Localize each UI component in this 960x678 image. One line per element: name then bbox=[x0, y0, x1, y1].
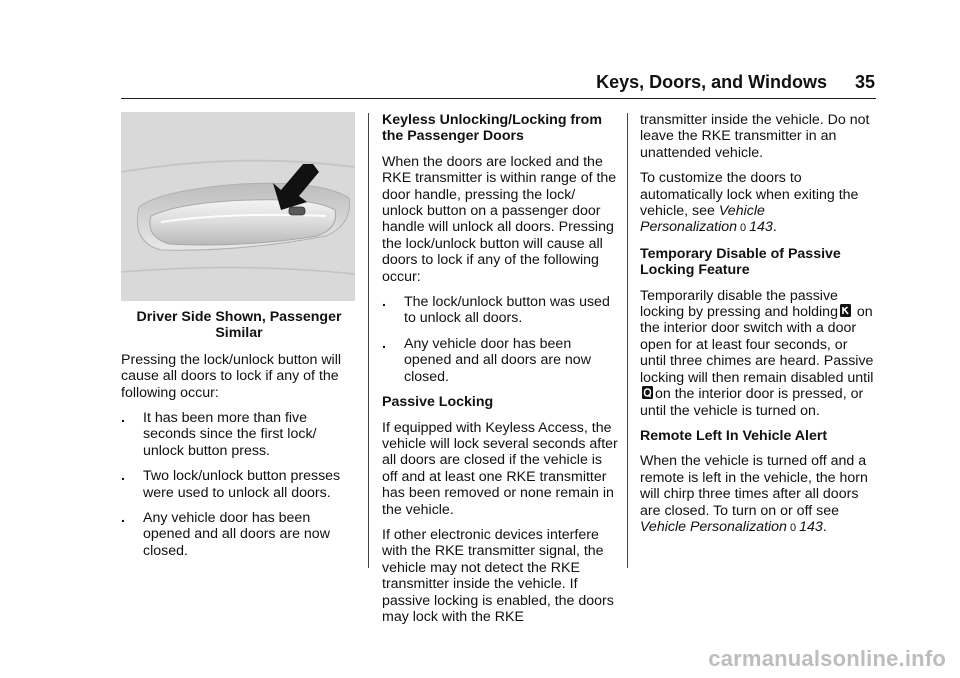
paragraph: To customize the doors to automatically lock when exiting the vehicle, see Vehicle Personalization 0 143. bbox=[640, 170, 859, 236]
column-3 bbox=[640, 112, 876, 545]
caption-line-2: Similar bbox=[215, 325, 263, 342]
paragraph: transmitter inside the vehicle. Do not leave the RKE transmitter in an unattended vehicle. bbox=[640, 112, 870, 161]
lock-key-icon bbox=[642, 386, 653, 399]
section-heading: Temporary Disable of Passive Locking Feature bbox=[640, 245, 841, 279]
bullet-icon: . bbox=[382, 294, 386, 311]
section-heading: Keyless Unlocking/Locking from the Passenger Doors bbox=[382, 112, 602, 145]
door-handle-figure bbox=[121, 112, 355, 301]
bullet-icon: . bbox=[121, 510, 125, 527]
bullet-icon: . bbox=[382, 335, 386, 352]
door-handle-illustration bbox=[121, 112, 355, 301]
column-divider-1 bbox=[368, 113, 369, 568]
reference-arrow-icon: 0 bbox=[789, 521, 797, 534]
list-item: . Any vehicle door has been opened and all doors are now closed. bbox=[382, 335, 591, 385]
bullet-icon: . bbox=[121, 468, 125, 485]
intro-paragraph: Pressing the lock/unlock button will cause all doors to lock if any of the following occur: bbox=[121, 351, 342, 401]
bullet-icon: . bbox=[121, 410, 125, 427]
cross-reference-link[interactable]: Vehicle Personalization bbox=[640, 518, 787, 535]
figure-caption bbox=[121, 309, 357, 342]
paragraph: If equipped with Keyless Access, the vehicle will lock several seconds after all doors are closed if the vehicle is off and at least one RKE transmitter has been removed or none remain in the vehicle. bbox=[382, 419, 618, 518]
unlock-key-icon bbox=[840, 304, 851, 317]
caption-line-1: Driver Side Shown, Passenger bbox=[136, 309, 342, 325]
section-heading: Remote Left In Vehicle Alert bbox=[640, 427, 828, 444]
paragraph: When the vehicle is turned off and a remote is left in the vehicle, the horn will chirp three times after all doors are closed. To turn on or off see Vehicle Personalization 0 143. bbox=[640, 453, 868, 535]
cross-reference-link[interactable]: Vehicle Personalization bbox=[640, 203, 765, 236]
section-heading: Passive Locking bbox=[382, 394, 494, 411]
column-1 bbox=[121, 112, 357, 568]
list-item: . It has been more than five seconds since the first lock/ unlock button press. bbox=[121, 410, 317, 459]
page-reference[interactable]: 143 bbox=[749, 219, 773, 236]
paragraph: If other electronic devices interfere with the RKE transmitter signal, the vehicle may not detect the RKE transmitter inside the vehicle. If passive locking is enabled, the doors may lock with the RKE bbox=[382, 526, 614, 625]
list-item: . Two lock/unlock button presses were used to unlock all doors. bbox=[121, 468, 341, 501]
page-reference[interactable]: 143 bbox=[799, 518, 823, 535]
reference-arrow-icon: 0 bbox=[740, 222, 747, 235]
watermark: carmanualsonline.info bbox=[708, 646, 946, 671]
list-item: . The lock/unlock button was used to unlock all doors. bbox=[382, 294, 610, 327]
column-2 bbox=[382, 112, 618, 634]
header-rule bbox=[121, 98, 876, 99]
page-number: 35 bbox=[854, 72, 875, 92]
list-item: . Any vehicle door has been opened and all doors are now closed. bbox=[121, 510, 330, 559]
paragraph: Temporarily disable the passive locking by pressing and holding on the interior door switch with a door open for at least four seconds, or until three chimes are heard. Passive locking will then remain disabled untilon the interior door is pressed, or until the vehicle is turned on. bbox=[640, 287, 874, 419]
section-title: Keys, Doors, and Windows bbox=[596, 72, 827, 92]
page-header bbox=[596, 72, 875, 93]
column-divider-2 bbox=[627, 113, 628, 568]
paragraph: When the doors are locked and the RKE transmitter is within range of the door handle, pressing the lock/ unlock button on a passenger door handle will unlock all doors. Pressing the lock/unlock button will cause all doors to lock if any of the following occur: bbox=[382, 153, 617, 285]
